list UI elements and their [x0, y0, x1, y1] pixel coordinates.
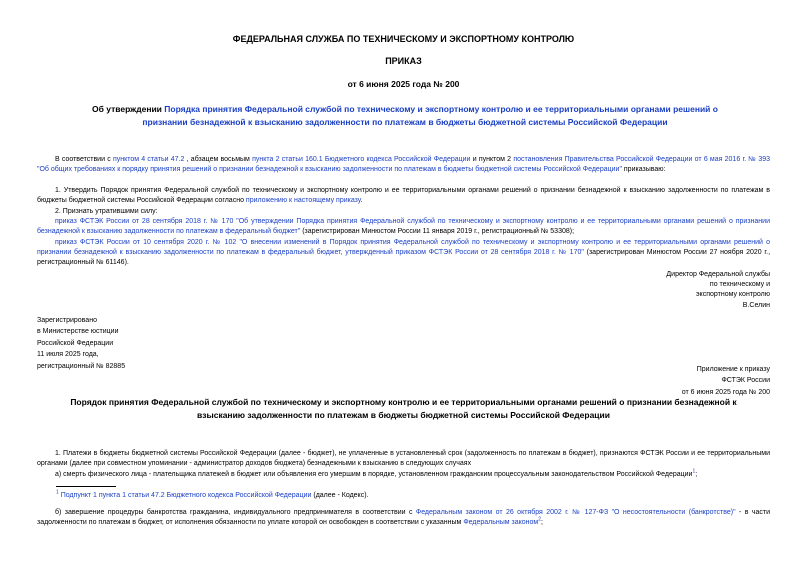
link-article-160-1[interactable]: пункта 2 статьи 160.1 Бюджетного кодекса Российской Федерации [252, 156, 471, 163]
signature-block [570, 270, 770, 311]
item-1-paragraph [37, 186, 770, 206]
signature-line: по техническому и [709, 281, 770, 289]
text [37, 218, 55, 225]
link-federal-law[interactable]: Федеральным законом [463, 519, 539, 527]
text: (зарегистрирован Минюстом России 11 января 2019 г., регистрационный № 53308); [302, 228, 575, 236]
link-bankruptcy-law[interactable]: Федеральным законом от 26 октября 2002 г. № 127-ФЗ "О несостоятельности (банкротстве)" [415, 509, 736, 516]
text: В соответствии с [55, 156, 111, 163]
footnote [56, 491, 756, 501]
order-title-prefix: Об утверждении [92, 104, 162, 114]
order-type: ПРИКАЗ [385, 56, 422, 66]
registration-block [37, 315, 237, 372]
procedure-title: Порядок принятия Федеральной службой по техническому и экспортному контролю и ее территориальными органами решений о признании безнадежной к взысканию задолженности по платежам в бюджеты бюджетной системы Российской Федерации [70, 397, 737, 420]
link-order-102[interactable]: приказ ФСТЭК России от 10 сентября 2020 г. № 102 "О внесении изменений в Порядок принятия Федеральной службой по техническому и экспортному контролю и ее территориальными органами решений о признании безнадежной к взысканию задолженности по платежам в федеральный бюджет, утвержденный приказом ФСТЭК России от 28 сентября 2018 г. № 170" [37, 239, 770, 257]
registration-line: регистрационный № 82885 [37, 362, 126, 370]
link-order-170[interactable]: приказ ФСТЭК России от 28 сентября 2018 г. № 170 "Об утверждении Порядка принятия Федеральной службой по техническому и экспортному контролю и ее территориальными органами решений о признании безнадежной к взысканию задолженности по платежам в федеральный бюджет" [37, 218, 770, 236]
signature-line: Директор Федеральной службы [666, 271, 770, 278]
link-tax-code[interactable]: Подпункт 1 пункта 1 статьи 47.2 Бюджетного кодекса Российской Федерации [60, 492, 312, 499]
footnote-marker[interactable]: 2 [538, 516, 542, 523]
agency-title: ФЕДЕРАЛЬНАЯ СЛУЖБА ПО ТЕХНИЧЕСКОМУ И ЭКСПОРТНОМУ КОНТРОЛЮ [232, 34, 575, 44]
registration-line: Российской Федерации [37, 339, 114, 347]
appendix-line: ФСТЭК России [721, 377, 770, 385]
text: приказываю: [623, 166, 666, 174]
order-date-number: от 6 июня 2025 года № 200 [347, 79, 460, 89]
text: и пунктом 2 [472, 156, 512, 163]
signatory-name: В.Селин [742, 301, 770, 309]
appendix-block [570, 364, 770, 398]
text: б) завершение процедуры банкротства гражданина, индивидуального предпринимателя в соответствии с [55, 509, 413, 516]
appendix-line: от 6 июня 2025 года № 200 [681, 388, 770, 396]
footnote-marker[interactable]: 1 [692, 468, 696, 475]
link-article-47-2[interactable]: пунктом 4 статьи 47.2 [112, 156, 185, 163]
registration-line: в Министерстве юстиции [37, 328, 119, 336]
footnote-marker[interactable]: 1 [56, 489, 59, 496]
appendix-line: Приложение к приказу [696, 366, 770, 373]
item-2-heading: 2. Признать утратившими силу: [55, 208, 158, 215]
text: 1. Платежи в бюджеты бюджетной системы Российской Федерации (далее - бюджет), не уплаченные в установленный срок (задолженность по платежам в бюджет), признаются ФСТЭК России и ее территориальными органами (далее при совместном упоминании - администратор доходов бюджета) безнадежными к взысканию в следующих случаях [37, 450, 770, 468]
text [37, 239, 55, 246]
text: ; [541, 519, 543, 527]
text: (зарегистрирован Минюстом России 27 ноября 2020 г., регистрационный № 61146). [37, 249, 771, 267]
text: ; [695, 471, 698, 478]
text: . [360, 197, 363, 205]
signature-line: экспортному контролю [695, 291, 770, 299]
text: (далее - Кодекс). [313, 492, 369, 499]
footnote-divider [56, 486, 116, 487]
procedure-item-1b [37, 508, 770, 528]
repealed-order-2 [37, 238, 770, 269]
link-government-resolution[interactable]: постановления Правительства Российской Федерации от 6 мая 2016 г. № 393 "Об общих требованиях к порядку принятия решений о признании безнадежной к взысканию задолженности по платежам в бюджеты бюджетной системы Российской Федерации" [37, 156, 770, 174]
order-title-link[interactable]: Порядка принятия Федеральной службой по техническому и экспортному контролю и ее территориальными органами решений о признании безнадежной к взысканию задолженности по платежам в бюджеты бюджетной системы Российской Федерации [142, 104, 718, 127]
preamble-paragraph [37, 155, 770, 175]
text: - в части задолженности по платежам в бюджет, от исполнения обязанности по уплате которой он освобожден в соответствии с указанным [37, 509, 770, 527]
procedure-item-1a [55, 470, 770, 480]
repealed-order-1 [37, 217, 770, 237]
procedure-item-1 [37, 449, 770, 469]
text: 1. Утвердить Порядок принятия Федеральной службой по техническому и экспортному контролю и ее территориальными органами решений о признании безнадежной к взысканию задолженности по платежам в бюджеты бюджетной системы Российской Федерации согласно [37, 187, 770, 205]
registration-line: Зарегистрировано [37, 317, 97, 324]
text: а) смерть физического лица - плательщика платежей в бюджет или объявления его умершим в порядке, установленном гражданским процессуальным законодательством Российской Федерации [55, 471, 693, 478]
registration-line: 11 июля 2025 года, [37, 351, 99, 359]
text: , абзацем восьмым [186, 156, 250, 163]
link-appendix[interactable]: приложению к настоящему приказу [245, 197, 361, 205]
order-title [80, 103, 730, 129]
